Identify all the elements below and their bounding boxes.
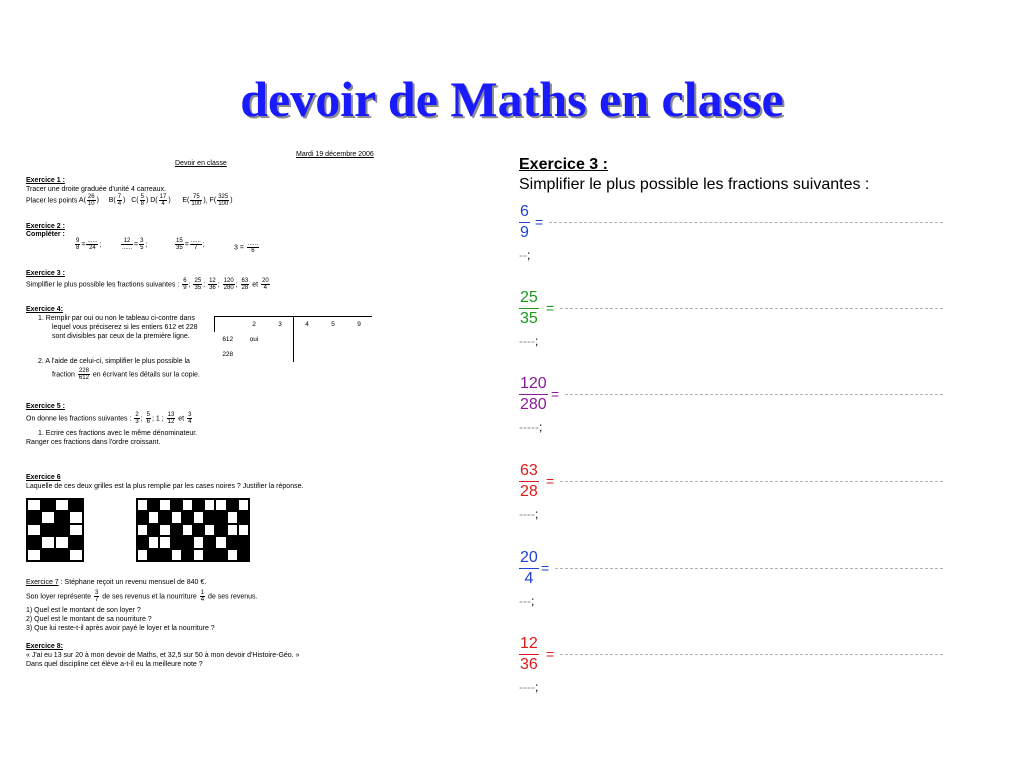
answer-continuation: ----; xyxy=(519,507,539,521)
ex2-item-1: $\frac{9}{8}$ = $\frac{......}{24}$ ; xyxy=(76,238,102,251)
answer-line xyxy=(549,222,943,223)
ex5-title: Exercice 5 : xyxy=(26,403,65,410)
fraction-item xyxy=(519,374,949,434)
ex7-q1: 1) Quel est le montant de son loyer ? xyxy=(26,607,141,614)
point-b: B( $\frac{7}{4}$ ) xyxy=(108,194,126,207)
ex7-line1: Exercice 7 : Stéphane reçoit un revenu mensuel de 840 €. xyxy=(26,579,207,586)
ex4-item1-l1: 1. Remplir par oui ou non le tableau ci-contre dans xyxy=(38,315,195,322)
ex2-item-3: $\frac{15}{35}$ = $\frac{......}{7}$ ; xyxy=(176,238,205,251)
numerator: 6 xyxy=(519,202,530,223)
ex2-title: Exercice 2 : xyxy=(26,223,65,230)
denominator: 4 xyxy=(524,570,534,587)
answer-continuation: ----; xyxy=(519,334,539,348)
ex6-title: Exercice 6 xyxy=(26,474,61,481)
exercise-3-panel xyxy=(519,156,959,694)
answer-continuation: ----; xyxy=(519,680,539,694)
denominator: 280 xyxy=(520,396,547,413)
ex2-item-2: $\frac{12}{......}$ = $\frac{3}{5}$ ; xyxy=(122,238,148,251)
worksheet-document xyxy=(26,148,386,688)
ex7-line2: Son loyer représente $\frac{3}{7}$ de ses revenus et la nourriture $\frac{1}{4}$ de ses revenus. xyxy=(26,590,258,603)
divisibility-table: 2 3 4 5 9 612 oui 228 xyxy=(214,316,372,362)
point-a: A( $\frac{26}{10}$ ) xyxy=(78,194,99,207)
answer-line xyxy=(555,568,943,569)
ex3-doc-title: Exercice 3 : xyxy=(26,270,65,277)
ex5-line1: On donne les fractions suivantes : $\frac{2}{3}$ ; $\frac{5}{6}$ ; 1 ; $\frac{13}{12}$ et $\frac{3}{4}$ xyxy=(26,412,192,425)
equals-sign: = xyxy=(546,300,555,316)
ex5-line2: 1. Ecrire ces fractions avec le même dénominateur. xyxy=(38,430,198,437)
point-c: C( $\frac{5}{8}$ ) xyxy=(131,194,149,207)
ex1-line1: Tracer une droite graduée d'unité 4 carreaux. xyxy=(26,186,166,193)
ex2-item-4: 3 = $\frac{......}{6}$ xyxy=(234,241,258,254)
ex4-item2-l2: fraction $\frac{228}{612}$ en écrivant les détails sur la copie. xyxy=(52,368,200,381)
answer-line xyxy=(560,308,943,309)
numerator: 25 xyxy=(519,288,539,309)
answer-line xyxy=(565,394,943,395)
fraction xyxy=(519,288,539,329)
ex4-item1-l3: sont divisibles par ceux de la première ligne. xyxy=(52,333,190,340)
exercise-3-instruction: Simplifier le plus possible les fractions suivantes : xyxy=(519,176,870,193)
fraction xyxy=(519,548,539,589)
numerator: 12 xyxy=(519,634,539,655)
fraction-item xyxy=(519,202,949,262)
black-grid-1 xyxy=(26,498,84,562)
answer-continuation: ---; xyxy=(519,594,535,608)
answer-continuation: -----; xyxy=(519,420,543,434)
ex8-line2: Dans quel discipline cet élève a-t-il eu la meilleure note ? xyxy=(26,661,203,668)
ex1-points: Placer les points A( $\frac{26}{10}$ ) B( $\frac{7}{4}$ ) C( $\frac{5}{8}$ ) D( $\frac{17}{4}$ ) E( $\frac{75}{100}$ ), F( $\frac{325}{100}$ ) xyxy=(26,194,233,207)
ex4-title: Exercice 4: xyxy=(26,306,63,313)
ex2-subtitle: Compléter : xyxy=(26,231,65,238)
fraction-item xyxy=(519,548,949,608)
fraction xyxy=(519,374,548,415)
ex8-title: Exercice 8: xyxy=(26,643,63,650)
numerator: 120 xyxy=(519,374,548,395)
point-f: F( $\frac{325}{100}$ ) xyxy=(209,194,233,207)
ex7-q3: 3) Que lui reste-t-il après avoir payé le loyer et la nourriture ? xyxy=(26,625,215,632)
fraction xyxy=(519,634,539,675)
denominator: 9 xyxy=(520,224,529,241)
ex6-text: Laquelle de ces deux grilles est la plus remplie par les cases noires ? Justifier la réponse. xyxy=(26,483,304,490)
slide-title: devoir de Maths en classe xyxy=(240,71,784,127)
ex4-item2-l1: 2. A l'aide de celui-ci, simplifier le plus possible la xyxy=(38,358,190,365)
point-d: D( $\frac{17}{4}$ ) xyxy=(150,194,171,207)
ex8-line1: « J'ai eu 13 sur 20 à mon devoir de Maths, et 32,5 sur 50 à mon devoir d'Histoire-Géo. » xyxy=(26,652,300,659)
doc-date: Mardi 19 décembre 2006 xyxy=(296,151,374,158)
black-grid-2 xyxy=(136,498,250,562)
fraction xyxy=(519,202,530,243)
equals-sign: = xyxy=(551,386,560,402)
numerator: 63 xyxy=(519,461,539,482)
denominator: 35 xyxy=(520,310,538,327)
numerator: 20 xyxy=(519,548,539,569)
fraction-item xyxy=(519,634,949,694)
ex7-q2: 2) Quel est le montant de sa nourriture ? xyxy=(26,616,152,623)
ex1-title: Exercice 1 : xyxy=(26,177,65,184)
equals-sign: = xyxy=(541,560,550,576)
denominator: 28 xyxy=(520,483,538,500)
ex3-doc-line: Simplifier le plus possible les fractions suivantes : $\frac{6}{9}$ ; $\frac{25}{35}$ ; $\frac{12}{36}$ ; $\frac{120}{280}$ ; $\frac{63}{28}$ et $\frac{20}{4}$ xyxy=(26,278,269,291)
fraction-item xyxy=(519,288,949,348)
answer-continuation: --; xyxy=(519,248,531,262)
point-e: E( $\frac{75}{100}$ ) xyxy=(182,194,206,207)
fraction xyxy=(519,461,539,502)
answer-line xyxy=(560,481,943,482)
denominator: 36 xyxy=(520,656,538,673)
answer-line xyxy=(560,654,943,655)
doc-heading: Devoir en classe xyxy=(175,160,227,167)
equals-sign: = xyxy=(535,214,544,230)
ex4-item1-l2: lequel vous préciserez si les entiers 612 et 228 xyxy=(52,324,198,331)
ex1-points-label: Placer les points xyxy=(26,197,79,205)
equals-sign: = xyxy=(546,473,555,489)
equals-sign: = xyxy=(546,646,555,662)
fraction-item xyxy=(519,461,949,521)
ex5-line3: Ranger ces fractions dans l'ordre croissant. xyxy=(26,439,161,446)
exercise-3-title: Exercice 3 : xyxy=(519,156,608,173)
